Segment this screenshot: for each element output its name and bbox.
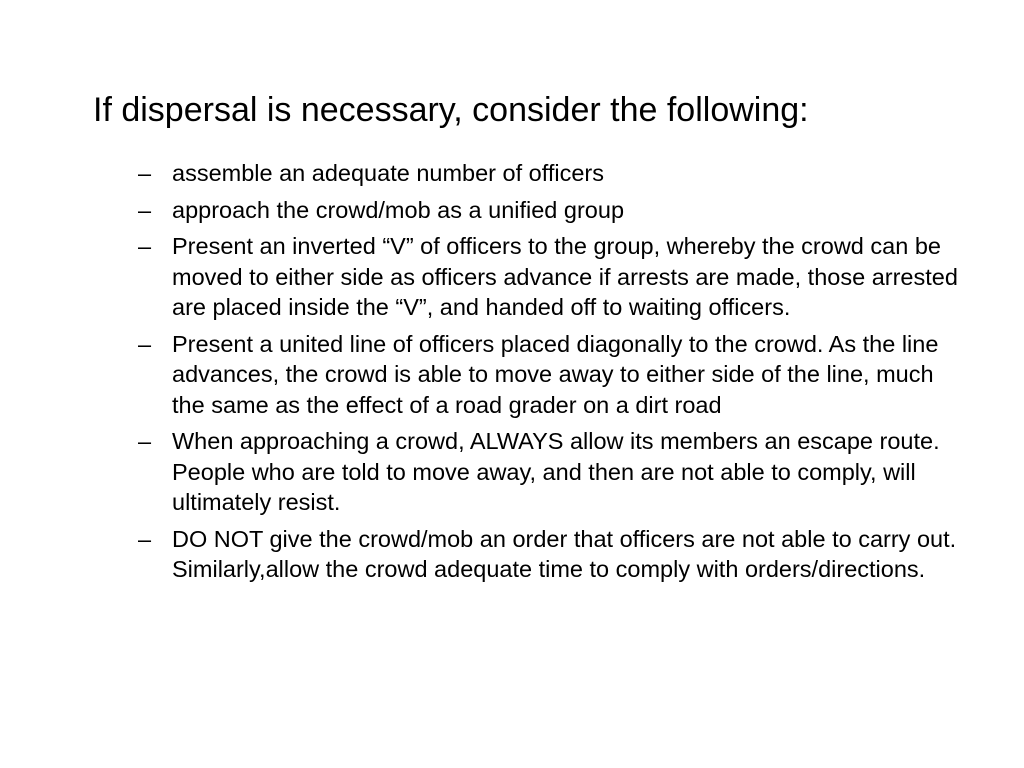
dash-bullet-icon: –	[138, 525, 152, 552]
bullet-item	[138, 329, 968, 421]
bullet-item	[138, 524, 968, 585]
bullet-text: Present a united line of officers placed diagonally to the crowd. As the line advances, the crowd is able to move away to either side of the line, much the same as the effect of a road grader on a dirt road	[172, 330, 939, 418]
slide-title: If dispersal is necessary, consider the following:	[93, 91, 809, 129]
bullet-text: DO NOT give the crowd/mob an order that officers are not able to carry out. Similarly,allow the crowd adequate time to comply with orders/directions.	[172, 525, 957, 582]
bullet-list	[138, 158, 968, 591]
bullet-item	[138, 158, 968, 189]
bullet-text: Present an inverted “V” of officers to the group, whereby the crowd can be moved to either side as officers advance if arrests are made, those arrested are placed inside the “V”, and handed off to waiting officers.	[172, 233, 958, 320]
dash-bullet-icon: –	[138, 233, 152, 259]
dash-bullet-icon: –	[138, 196, 152, 223]
dash-bullet-icon: –	[138, 160, 152, 186]
bullet-text: approach the crowd/mob as a unified group	[172, 196, 625, 223]
dash-bullet-icon: –	[138, 428, 152, 454]
bullet-item	[138, 231, 968, 323]
bullet-item	[138, 426, 968, 518]
bullet-text: assemble an adequate number of officers	[172, 160, 604, 186]
bullet-item	[138, 195, 968, 226]
dash-bullet-icon: –	[138, 330, 152, 357]
bullet-text: When approaching a crowd, ALWAYS allow its members an escape route. People who are told to move away, and then are not able to comply, will ultimately resist.	[172, 428, 940, 515]
